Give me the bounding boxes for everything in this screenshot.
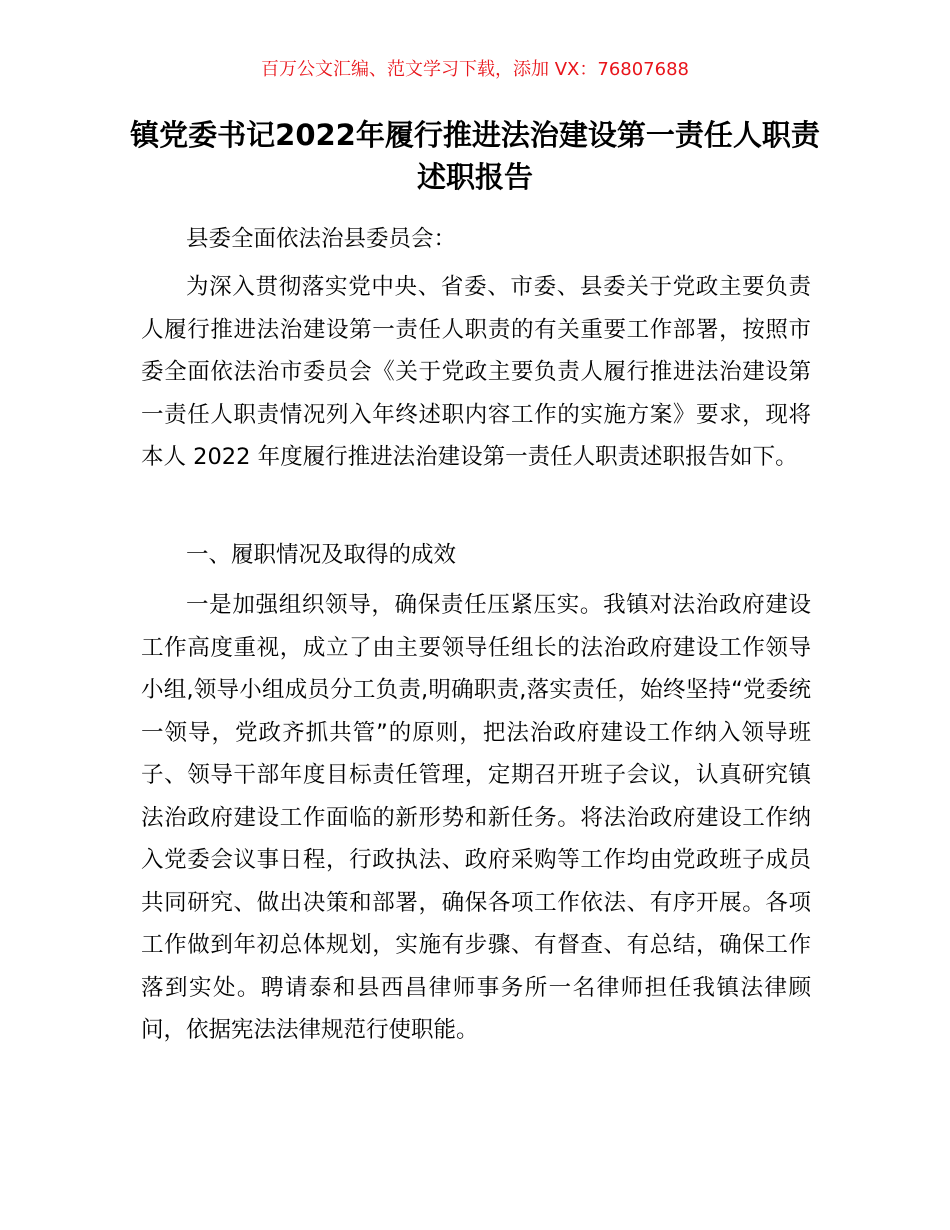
body-paragraph: 一是加强组织领导，确保责任压紧压实。我镇对法治政府建设工作高度重视，成立了由主要领导任组长的法治政府建设工作领导小组,领导小组成员分工负责,明确职责,落实责任，始终坚持“党委统一领导，党政齐抓共管”的原则，把法治政府建设工作纳入领导班子、领导干部年度目标责任管理，定期召开班子会议，认真研究镇法治政府建设工作面临的新形势和新任务。将法治政府建设工作纳入党委会议事日程，行政执法、政府采购等工作均由党政班子成员共同研究、做出决策和部署，确保各项工作依法、有序开展。各项工作做到年初总体规划，实施有步骤、有督查、有总结，确保工作落到实处。聘请泰和县西昌律师事务所一名律师担任我镇法律顾问，依据宪法法律规范行使职能。 — [141, 592, 811, 1043]
header-notice: 百万公文汇编、范文学习下载，添加 VX：76807688 — [261, 59, 689, 80]
salutation: 县委全面依法治县委员会： — [186, 226, 457, 252]
document-title: 镇党委书记2022年履行推进法治建设第一责任人职责述职报告 — [130, 118, 820, 194]
intro-paragraph: 为深入贯彻落实党中央、省委、市委、县委关于党政主要负责人履行推进法治建设第一责任人职责的有关重要工作部署，按照市委全面依法治市委员会《关于党政主要负责人履行推进法治建设第一责任人职责情况列入年终述职内容工作的实施方案》要求，现将本人 2022 年度履行推进法治建设第一责任人职责述职报告如下。 — [141, 274, 811, 470]
section-heading: 一、履职情况及取得的成效 — [186, 542, 457, 568]
